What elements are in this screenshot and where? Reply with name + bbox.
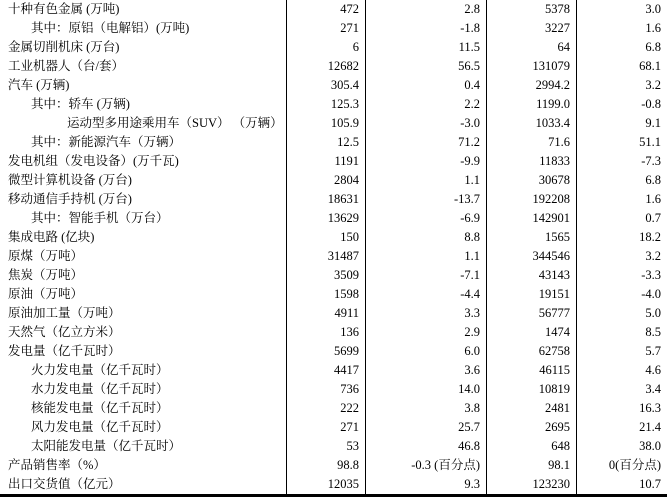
month-growth-cell: -13.7 <box>365 190 486 209</box>
table-row <box>0 228 667 247</box>
cum-value-cell: 131079 <box>486 57 576 76</box>
product-name-cell: 十种有色金属 (万吨) <box>8 2 120 16</box>
table-row <box>0 76 667 95</box>
table-row <box>0 38 667 57</box>
cum-value-cell: 98.1 <box>486 456 576 475</box>
month-growth-cell: 3.3 <box>365 304 486 323</box>
month-value-cell: 150 <box>286 228 365 247</box>
cum-value-cell: 3227 <box>486 19 576 38</box>
cum-value-cell: 30678 <box>486 171 576 190</box>
cum-value-cell: 1565 <box>486 228 576 247</box>
month-growth-cell: 1.1 <box>365 247 486 266</box>
month-value-cell: 1598 <box>286 285 365 304</box>
month-value-cell: 125.3 <box>286 95 365 114</box>
cum-growth-cell: 21.4 <box>576 418 667 437</box>
table-row <box>0 0 667 19</box>
month-value-cell: 305.4 <box>286 76 365 95</box>
month-growth-cell: 25.7 <box>365 418 486 437</box>
cum-value-cell: 19151 <box>486 285 576 304</box>
month-growth-cell: -0.3 (百分点) <box>365 456 486 475</box>
month-value-cell: 136 <box>286 323 365 342</box>
month-growth-cell: 46.8 <box>365 437 486 456</box>
product-name-cell: 太阳能发电量（亿千瓦时） <box>31 439 182 453</box>
cum-growth-cell: 6.8 <box>576 38 667 57</box>
cum-value-cell: 2481 <box>486 399 576 418</box>
month-growth-cell: 8.8 <box>365 228 486 247</box>
product-name-cell: 天然气（亿立方米） <box>8 325 121 339</box>
product-name-cell: 其中：轿车 (万辆) <box>31 97 130 111</box>
table-row <box>0 304 667 323</box>
product-name-cell: 产品销售率（%） <box>8 458 106 472</box>
cum-value-cell: 5378 <box>486 0 576 19</box>
product-name-cell: 移动通信手持机 (万台) <box>8 192 132 206</box>
table-row <box>0 399 667 418</box>
cum-growth-cell: 8.5 <box>576 323 667 342</box>
month-growth-cell: 2.9 <box>365 323 486 342</box>
cum-growth-cell: 5.7 <box>576 342 667 361</box>
cum-growth-cell: 38.0 <box>576 437 667 456</box>
table-row <box>0 323 667 342</box>
table-row <box>0 190 667 209</box>
month-growth-cell: -3.0 <box>365 114 486 133</box>
table-row <box>0 95 667 114</box>
cum-growth-cell: 9.1 <box>576 114 667 133</box>
table-row <box>0 247 667 266</box>
cum-growth-cell: 3.2 <box>576 247 667 266</box>
month-value-cell: 271 <box>286 19 365 38</box>
table-row <box>0 342 667 361</box>
cum-growth-cell: 5.0 <box>576 304 667 323</box>
cum-value-cell: 11833 <box>486 152 576 171</box>
table-row <box>0 266 667 285</box>
month-growth-cell: 3.8 <box>365 399 486 418</box>
product-name-cell: 核能发电量（亿千瓦时） <box>31 401 169 415</box>
cum-growth-cell: 3.0 <box>576 0 667 19</box>
product-name-cell: 汽车 (万辆) <box>8 78 70 92</box>
table-row <box>0 380 667 399</box>
product-name-cell: 原油（万吨） <box>8 287 84 301</box>
month-growth-cell: 6.0 <box>365 342 486 361</box>
cum-value-cell: 56777 <box>486 304 576 323</box>
month-value-cell: 1191 <box>286 152 365 171</box>
table-row <box>0 19 667 38</box>
product-name-cell: 出口交货值（亿元） <box>8 477 121 491</box>
cum-value-cell: 43143 <box>486 266 576 285</box>
product-name-cell: 工业机器人（台/套） <box>8 59 124 73</box>
month-growth-cell: 56.5 <box>365 57 486 76</box>
cum-growth-cell: 3.2 <box>576 76 667 95</box>
product-name-cell: 微型计算机设备 (万台) <box>8 173 132 187</box>
table-row <box>0 114 667 133</box>
cum-growth-cell: 4.6 <box>576 361 667 380</box>
cum-growth-cell: 10.7 <box>576 475 667 494</box>
product-name-cell: 风力发电量（亿千瓦时） <box>31 420 169 434</box>
cum-growth-cell: 18.2 <box>576 228 667 247</box>
cum-growth-cell: 1.6 <box>576 19 667 38</box>
product-name-cell: 发电机组（发电设备）(万千瓦) <box>8 154 179 168</box>
table-row <box>0 285 667 304</box>
product-name-cell: 其中：新能源汽车（万辆） <box>31 135 182 149</box>
cum-growth-cell: -3.3 <box>576 266 667 285</box>
cum-growth-cell: 51.1 <box>576 133 667 152</box>
month-growth-cell: 1.1 <box>365 171 486 190</box>
cum-growth-cell: -7.3 <box>576 152 667 171</box>
cum-growth-cell: 0.7 <box>576 209 667 228</box>
month-growth-cell: 2.2 <box>365 95 486 114</box>
month-growth-cell: 14.0 <box>365 380 486 399</box>
month-value-cell: 222 <box>286 399 365 418</box>
month-value-cell: 5699 <box>286 342 365 361</box>
product-name-cell: 其中：智能手机（万台） <box>31 211 169 225</box>
month-value-cell: 4417 <box>286 361 365 380</box>
cum-value-cell: 1199.0 <box>486 95 576 114</box>
product-name-cell: 原油加工量（万吨） <box>8 306 121 320</box>
month-value-cell: 4911 <box>286 304 365 323</box>
cum-growth-cell: -0.8 <box>576 95 667 114</box>
table-row <box>0 475 667 494</box>
month-growth-cell: 11.5 <box>365 38 486 57</box>
cum-value-cell: 46115 <box>486 361 576 380</box>
table-row <box>0 437 667 456</box>
month-value-cell: 736 <box>286 380 365 399</box>
month-value-cell: 271 <box>286 418 365 437</box>
month-growth-cell: -9.9 <box>365 152 486 171</box>
table-row <box>0 456 667 475</box>
table-row <box>0 152 667 171</box>
cum-value-cell: 344546 <box>486 247 576 266</box>
table-row <box>0 171 667 190</box>
table-row <box>0 57 667 76</box>
cum-value-cell: 10819 <box>486 380 576 399</box>
cum-growth-cell: 0(百分点) <box>576 456 667 475</box>
month-value-cell: 18631 <box>286 190 365 209</box>
month-value-cell: 12035 <box>286 475 365 494</box>
month-value-cell: 3509 <box>286 266 365 285</box>
month-growth-cell: -4.4 <box>365 285 486 304</box>
table-row <box>0 133 667 152</box>
cum-value-cell: 71.6 <box>486 133 576 152</box>
cum-value-cell: 64 <box>486 38 576 57</box>
cum-value-cell: 1033.4 <box>486 114 576 133</box>
month-value-cell: 31487 <box>286 247 365 266</box>
cum-value-cell: 62758 <box>486 342 576 361</box>
table-row <box>0 209 667 228</box>
cum-value-cell: 123230 <box>486 475 576 494</box>
product-name-cell: 集成电路 (亿块) <box>8 230 95 244</box>
cum-value-cell: 1474 <box>486 323 576 342</box>
month-value-cell: 98.8 <box>286 456 365 475</box>
product-name-cell: 水力发电量（亿千瓦时） <box>31 382 169 396</box>
product-name-cell: 火力发电量（亿千瓦时） <box>31 363 169 377</box>
cum-growth-cell: 16.3 <box>576 399 667 418</box>
cum-growth-cell: 1.6 <box>576 190 667 209</box>
cum-value-cell: 648 <box>486 437 576 456</box>
month-growth-cell: 3.6 <box>365 361 486 380</box>
cum-growth-cell: 3.4 <box>576 380 667 399</box>
month-growth-cell: 2.8 <box>365 0 486 19</box>
cum-growth-cell: 6.8 <box>576 171 667 190</box>
product-name-cell: 其中：原铝（电解铝）(万吨) <box>31 21 190 35</box>
product-name-cell: 发电量（亿千瓦时） <box>8 344 121 358</box>
product-name-cell: 焦炭（万吨） <box>8 268 84 282</box>
cum-growth-cell: 68.1 <box>576 57 667 76</box>
month-value-cell: 105.9 <box>286 114 365 133</box>
month-value-cell: 12682 <box>286 57 365 76</box>
cum-value-cell: 2695 <box>486 418 576 437</box>
table-row <box>0 418 667 437</box>
month-value-cell: 6 <box>286 38 365 57</box>
product-name-cell: 原煤（万吨） <box>8 249 84 263</box>
product-name-cell: 金属切削机床 (万台) <box>8 40 120 54</box>
cum-value-cell: 2994.2 <box>486 76 576 95</box>
cum-value-cell: 142901 <box>486 209 576 228</box>
cum-growth-cell: -4.0 <box>576 285 667 304</box>
month-value-cell: 12.5 <box>286 133 365 152</box>
month-value-cell: 472 <box>286 0 365 19</box>
month-growth-cell: 9.3 <box>365 475 486 494</box>
table-row <box>0 361 667 380</box>
month-growth-cell: -6.9 <box>365 209 486 228</box>
cum-value-cell: 192208 <box>486 190 576 209</box>
month-value-cell: 13629 <box>286 209 365 228</box>
month-growth-cell: 0.4 <box>365 76 486 95</box>
month-growth-cell: -7.1 <box>365 266 486 285</box>
month-growth-cell: -1.8 <box>365 19 486 38</box>
month-value-cell: 2804 <box>286 171 365 190</box>
product-name-cell: 运动型多用途乘用车（SUV） （万辆） <box>67 116 283 130</box>
month-growth-cell: 71.2 <box>365 133 486 152</box>
month-value-cell: 53 <box>286 437 365 456</box>
